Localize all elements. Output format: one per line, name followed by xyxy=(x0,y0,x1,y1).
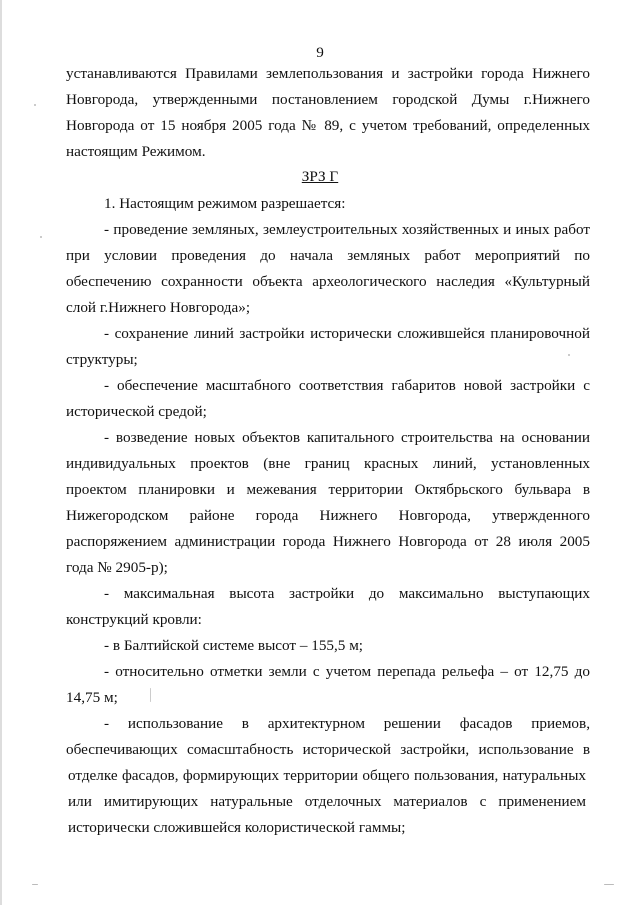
text-line-22: - в Балтийской системе высот – 155,5 м; xyxy=(104,637,364,654)
text-line-15: индивидуальных проектов (вне границ красных линий, установленных xyxy=(66,455,590,472)
text-line-14: - возведение новых объектов капитального строительства на основании xyxy=(104,429,590,446)
section-heading: ЗРЗ Г xyxy=(301,168,339,185)
text-line-29: исторически сложившейся колористической гаммы; xyxy=(68,819,406,836)
text-line-27: отделке фасадов, формирующих территории общего пользования, натуральных xyxy=(68,767,586,784)
text-line-10: - сохранение линий застройки исторически сложившейся планировочной xyxy=(104,325,590,342)
text-line-20: - максимальная высота застройки до максимально выступающих xyxy=(104,585,590,602)
scan-speck xyxy=(568,354,570,356)
text-line-13: исторической средой; xyxy=(66,403,207,420)
text-line-11: структуры; xyxy=(66,351,138,368)
text-line-28: или имитирующих натуральные отделочных материалов с применением xyxy=(68,793,586,810)
text-line-21: конструкций кровли: xyxy=(66,611,202,628)
text-line-23: - относительно отметки земли с учетом перепада рельефа – от 12,75 до xyxy=(104,663,590,680)
text-line-2: Новгорода, утвержденными постановлением городской Думы г.Нижнего xyxy=(66,91,590,108)
text-line-16: проектом планировки и межевания территории Октябрьского бульвара в xyxy=(66,481,590,498)
text-line-9: слой г.Нижнего Новгорода»; xyxy=(66,299,251,316)
text-line-1: устанавливаются Правилами землепользования и застройки города Нижнего xyxy=(66,65,590,82)
scan-edge xyxy=(0,0,2,905)
text-line-19: года № 2905-р); xyxy=(66,559,168,576)
text-line-7: при условии проведения до начала земляных работ мероприятий по xyxy=(66,247,590,264)
text-line-4: настоящим Режимом. xyxy=(66,143,206,160)
text-line-24: 14,75 м; xyxy=(66,689,118,706)
text-line-6: - проведение земляных, землеустроительных хозяйственных и иных работ xyxy=(104,221,590,238)
text-line-25: - использование в архитектурном решении фасадов приемов, xyxy=(104,715,590,732)
scan-speck xyxy=(40,236,42,238)
text-line-3: Новгорода от 15 ноября 2005 года № 89, с учетом требований, определенных xyxy=(66,117,590,134)
text-line-18: распоряжением администрации города Нижнего Новгорода от 28 июля 2005 xyxy=(66,533,590,550)
scan-speck xyxy=(34,104,36,106)
text-line-12: - обеспечение масштабного соответствия габаритов новой застройки с xyxy=(104,377,590,394)
text-line-17: Нижегородском районе города Нижнего Новгорода, утвержденного xyxy=(66,507,590,524)
text-line-26: обеспечивающих сомасштабность исторической застройки, использование в xyxy=(66,741,590,758)
page-number: 9 xyxy=(316,44,324,61)
text-line-8: обеспечению сохранности объекта археологического наследия «Культурный xyxy=(66,273,590,290)
scan-speck xyxy=(150,688,151,702)
text-line-5: 1. Настоящим режимом разрешается: xyxy=(104,195,346,212)
scan-speck xyxy=(604,884,614,885)
scan-speck xyxy=(32,884,38,885)
